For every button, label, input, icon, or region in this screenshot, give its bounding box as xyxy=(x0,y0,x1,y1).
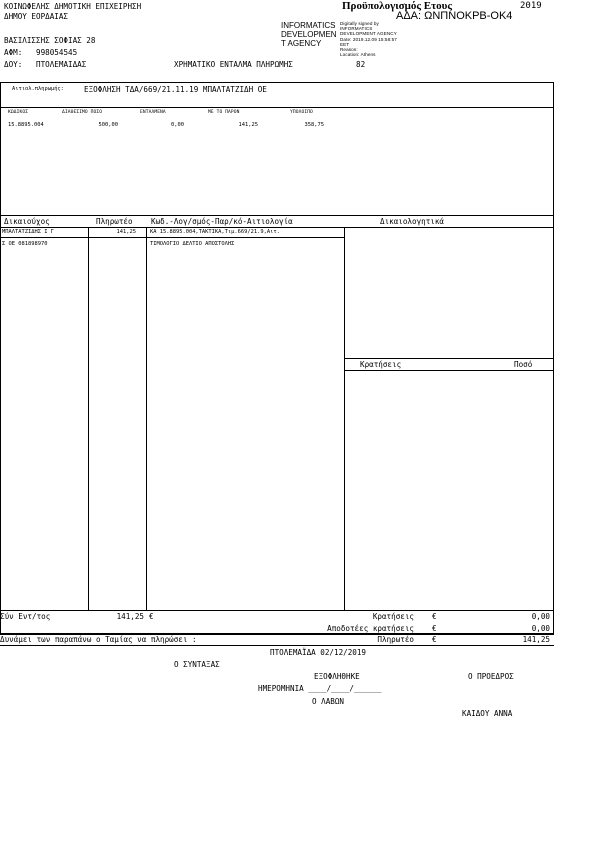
ada-code: ΑΔΑ: ΩΝΠΝΟΚΡΒ-ΟΚ4 xyxy=(396,10,513,22)
amounts-header-balance: ΥΠΟΛΟΙΠΟ xyxy=(290,110,313,115)
first-row-divider xyxy=(0,237,344,238)
deductions-label: Κρατήσεις xyxy=(372,612,414,621)
place-date: ΠΤΟΛΕΜΑΪΔΑ 02/12/2019 xyxy=(270,648,367,657)
deductions-bottom-divider xyxy=(344,370,554,371)
line-payable: 141,25 xyxy=(116,229,136,235)
document-title: ΧΡΗΜΑΤΙΚΟ ΕΝΤΑΛΜΑ ΠΛΗΡΩΜΗΣ xyxy=(174,60,293,69)
doy xyxy=(4,60,86,69)
reason-text: ΕΞΟΦΛΗΣΗ ΤΔΑ/669/21.11.19 ΜΠΑΛΤΑΤΖΙΔΗ ΟΕ xyxy=(84,85,267,94)
payable-bottom-divider xyxy=(0,645,554,646)
line-justification: ΤΙΜΟΛΟΓΙΟ ΔΕΛΤΙΟ ΑΠΟΣΤΟΛΗΣ xyxy=(150,241,235,247)
afm-value: 998054545 xyxy=(36,48,78,57)
column-code: Κωδ.-Λογ/σμός-Παρ/κό-Αιτιολογία xyxy=(151,217,293,226)
composer-label: Ο ΣΥΝΤΑΞΑΣ xyxy=(174,660,220,669)
entity-name-line1: ΚΟΙΝΩΦΕΛΗΣ ΔΗΜΟΤΙΚΗ ΕΠΙΧΕΙΡΗΣΗ xyxy=(4,2,142,11)
entity-address: ΒΑΣΙΛΙΣΣΗΣ ΣΟΦΙΑΣ 28 xyxy=(4,36,96,45)
signature-stamp-details: Digitally signed by INFORMATICS DEVELOPMENT AGENCY Date: 2019.12.09 15:58:57 EET Reason: Location: Athens xyxy=(340,21,397,58)
entity-name-line2: ΔΗΜΟΥ ΕΟΡΔΑΙΑΣ xyxy=(4,12,69,21)
returnable-currency: € xyxy=(432,624,437,633)
column-beneficiary: Δικαιούχος xyxy=(4,217,50,226)
document-number: 82 xyxy=(356,60,366,69)
received-label: ΕΞΟΦΛΗΘΗΚΕ xyxy=(314,672,360,681)
amounts-header-current: ΜΕ ΤΟ ΠΑΡΟΝ xyxy=(208,110,240,115)
amounts-code: 15.8895.004 xyxy=(8,122,44,128)
receiver-label: Ο ΛΑΒΩΝ xyxy=(312,697,345,706)
line-beneficiary: ΜΠΑΛΤΑΤΖΙΔΗΣ Ι Γ xyxy=(2,229,54,235)
col-line-2 xyxy=(146,227,147,610)
doy-value: ΠΤΟΛΕΜΑΙΔΑΣ xyxy=(36,60,87,69)
returnable-value: 0,00 xyxy=(531,624,550,633)
payable-currency: € xyxy=(432,635,437,644)
amounts-available: 500,00 xyxy=(98,122,118,128)
column-payable: Πληρωτέο xyxy=(96,217,133,226)
line-code: ΚΑ 15.8895.004,ΤΑΚΤΙΚΑ,Τιμ.669/21.9,Αιτ. xyxy=(150,229,280,235)
amounts-header-issued: ΕΝΤΑΛΜΕΝΑ xyxy=(140,110,166,115)
signature-stamp-title: INFORMATICS DEVELOPMEN T AGENCY xyxy=(281,21,337,48)
sum-currency: € xyxy=(149,612,154,621)
payable-value: 141,25 xyxy=(522,635,550,644)
main-grid xyxy=(0,216,554,634)
reason-divider xyxy=(0,107,554,108)
budget-year: 2019 xyxy=(520,1,542,11)
amounts-issued: 0,00 xyxy=(171,122,184,128)
col-line-1 xyxy=(88,227,89,610)
line-beneficiary-afm: Σ ΟΕ 081898970 xyxy=(2,241,48,247)
column-documents: Δικαιολογητικά xyxy=(380,217,445,226)
president-name: ΚΑΙΔΟΥ ΑΝΝΑ xyxy=(462,709,513,718)
reason-label: Αιτιολ.πληρωμής: xyxy=(12,86,64,92)
deductions-currency: € xyxy=(432,612,437,621)
doy-label: ΔΟΥ: xyxy=(4,60,23,69)
afm xyxy=(4,48,77,57)
reason-amounts-box xyxy=(0,82,554,216)
date-line: ΗΜΕΡΟΜΗΝΙΑ ____/____/______ xyxy=(258,684,382,693)
afm-label: ΑΦΜ: xyxy=(4,48,23,57)
column-header-divider xyxy=(0,227,554,228)
returnable-label: Αποδοτέες κρατήσεις xyxy=(327,624,414,633)
payable-label: Πληρωτέο xyxy=(377,635,414,644)
sum-value: 141,25 xyxy=(116,612,144,621)
deductions-value: 0,00 xyxy=(531,612,550,621)
amounts-current: 141,25 xyxy=(238,122,258,128)
totals-divider xyxy=(0,610,554,611)
amounts-balance: 358,75 xyxy=(304,122,324,128)
payment-instruction: Δυνάμει των παραπάνω ο Ταμίας να πληρώσει : xyxy=(0,635,197,644)
sum-label: Σύν Εντ/τος xyxy=(0,612,51,621)
amounts-header-code: ΚΩΔΙΚΟΣ xyxy=(8,110,29,115)
budget-label: Προϋπολογισμός Ετους xyxy=(342,0,453,12)
president-label: Ο ΠΡΟΕΔΡΟΣ xyxy=(468,672,514,681)
deductions-header: Κρατήσεις xyxy=(360,360,402,369)
deductions-top-divider xyxy=(344,358,554,359)
col-line-3 xyxy=(344,227,345,610)
amount-header: Ποσό xyxy=(514,360,533,369)
amounts-header-available: ΔΙΑΘΕΣΙΜΟ ΠΟΣΟ xyxy=(62,110,103,115)
